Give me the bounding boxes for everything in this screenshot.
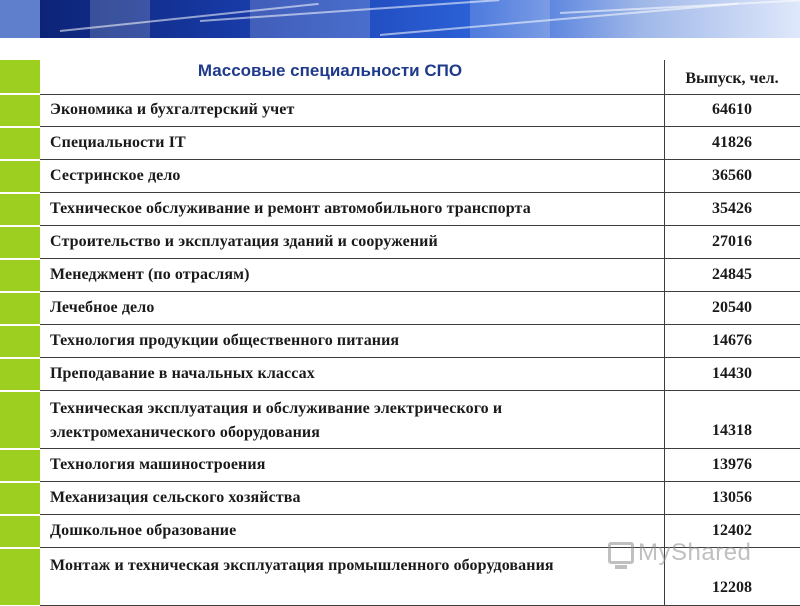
banner-corner (0, 0, 40, 38)
specialty-name: Техническая эксплуатация и обслуживание электрического и электромеханического оборудования (50, 400, 503, 441)
table-row (40, 193, 800, 226)
strip-cell (0, 95, 40, 126)
specialty-name: Сестринское дело (50, 167, 181, 184)
watermark (608, 538, 751, 568)
graduates-count: 27016 (712, 233, 752, 250)
table-row (40, 292, 800, 325)
table-row (40, 358, 800, 391)
table-row (40, 391, 800, 449)
graduates-count: 13056 (712, 489, 752, 506)
graduates-count: 13976 (712, 456, 752, 473)
specialty-name: Преподавание в начальных классах (50, 365, 315, 382)
graduates-count: 20540 (712, 299, 752, 316)
banner-stripe (380, 3, 739, 36)
table-row (40, 325, 800, 358)
graduates-count: 64610 (712, 101, 752, 118)
specialty-name: Дошкольное образование (50, 522, 237, 539)
specialty-name: Технология продукции общественного питания (50, 332, 400, 349)
specialty-name: Технология машиностроения (50, 456, 266, 473)
graduates-count: 14430 (712, 365, 752, 382)
graduates-count: 35426 (712, 200, 752, 217)
banner-stripe (560, 0, 800, 14)
table-row (40, 160, 800, 193)
strip-cell (0, 483, 40, 514)
table-row (40, 259, 800, 292)
value-column-header: Выпуск, чел. (685, 70, 779, 87)
strip-cell (0, 227, 40, 258)
strip-cell (0, 392, 40, 448)
graduates-count: 36560 (712, 167, 752, 184)
banner-decor (90, 0, 150, 38)
specialty-name: Механизация сельского хозяйства (50, 489, 301, 506)
strip-cell (0, 326, 40, 357)
banner-decor (470, 0, 550, 38)
strip-cell (0, 549, 40, 605)
graduates-count: 41826 (712, 134, 752, 151)
graduates-count: 12208 (712, 579, 752, 596)
presentation-screen-icon (608, 542, 634, 564)
strip-cell (0, 60, 40, 93)
strip-cell (0, 293, 40, 324)
specialty-name: Специальности IT (50, 134, 186, 151)
table-row (40, 482, 800, 515)
strip-cell (0, 450, 40, 481)
strip-cell (0, 516, 40, 547)
graduates-count: 14318 (712, 422, 752, 439)
graduates-count: 12402 (712, 522, 752, 539)
green-side-strip (0, 60, 40, 600)
watermark-text: MyShared (638, 539, 752, 566)
strip-cell (0, 359, 40, 390)
table-row (40, 127, 800, 160)
header-banner (0, 0, 800, 38)
specialty-name: Строительство и эксплуатация зданий и сооружений (50, 233, 438, 250)
table-row (40, 226, 800, 259)
specialty-name: Лечебное дело (50, 299, 155, 316)
graduates-count: 24845 (712, 266, 752, 283)
strip-cell (0, 128, 40, 159)
table-row (40, 94, 800, 127)
graduates-count: 14676 (712, 332, 752, 349)
strip-cell (0, 161, 40, 192)
specialty-name: Экономика и бухгалтерский учет (50, 101, 295, 118)
strip-cell (0, 194, 40, 225)
specialty-name: Менеджмент (по отраслям) (50, 266, 250, 283)
table-title: Массовые специальности СПО (197, 61, 463, 80)
specialty-name: Техническое обслуживание и ремонт автомобильного транспорта (50, 200, 531, 217)
table-header-row (40, 60, 800, 95)
table-row (40, 449, 800, 482)
specialty-name: Монтаж и техническая эксплуатация промышленного оборудования (50, 557, 554, 574)
strip-cell (0, 260, 40, 291)
